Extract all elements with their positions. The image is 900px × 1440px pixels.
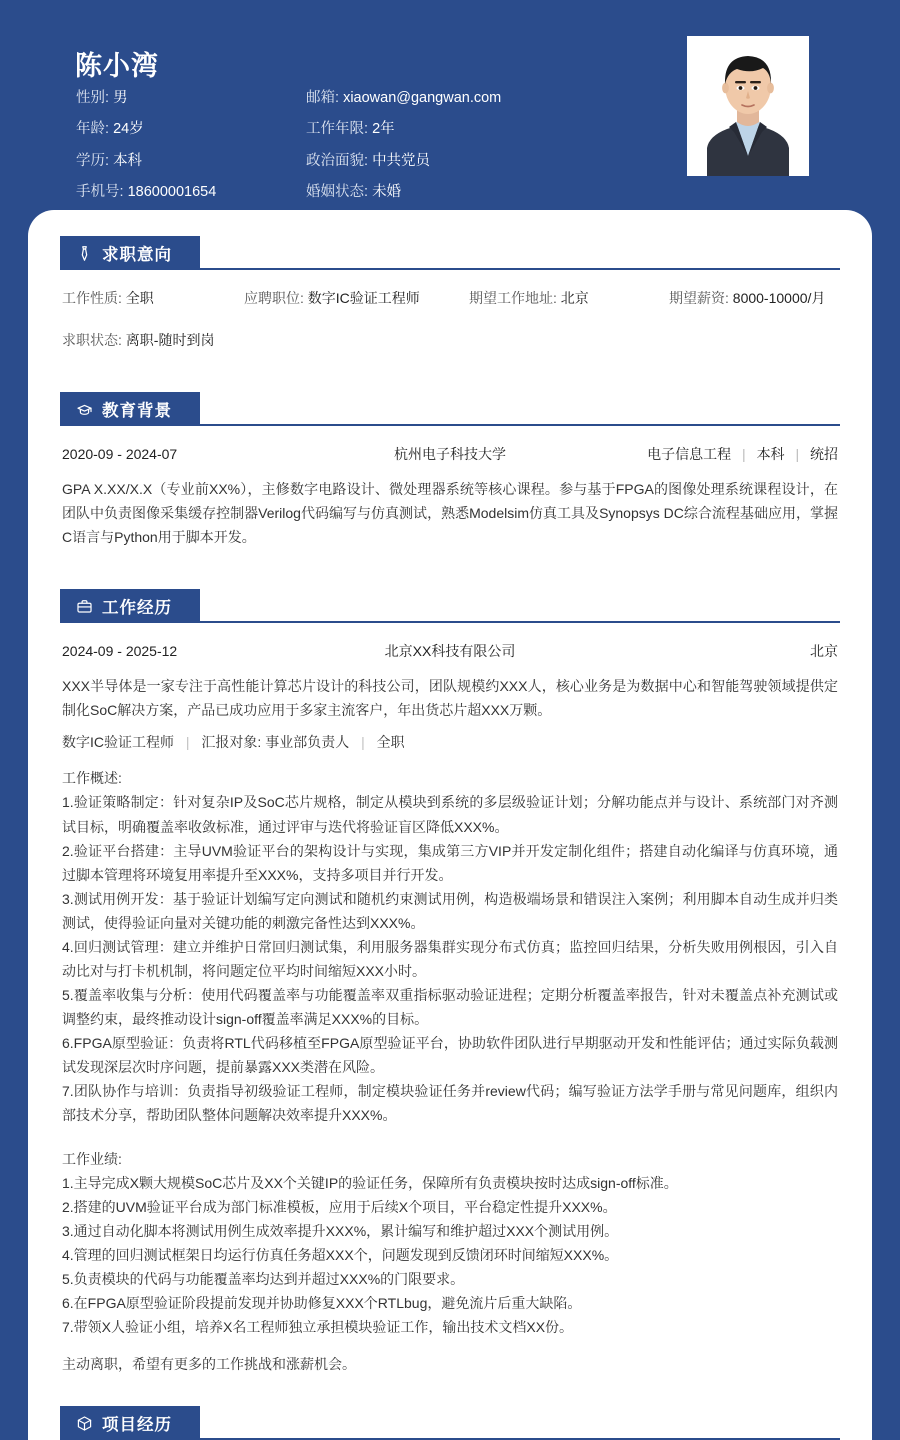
field-job-search-status-value: 离职-随时到岗 (125, 332, 215, 348)
education-school: 杭州电子科技大学 (393, 446, 506, 462)
info-marital-status-value: 未婚 (372, 184, 402, 201)
field-target-location (469, 288, 669, 308)
section-header-work-experience (60, 589, 200, 623)
work-body (60, 623, 840, 1376)
list-item: 3.通过自动化脚本将测试用例生成效率提升XXX%，累计编写和维护超过XXX个测试用例。 (62, 1222, 619, 1239)
field-job-search-status-label: 求职状态: (62, 332, 122, 348)
info-age-value: 24岁 (113, 121, 144, 138)
briefcase-icon (76, 598, 93, 615)
info-political-status (306, 153, 636, 170)
work-company-description: XXX半导体是一家专注于高性能计算芯片设计的科技公司，团队规模约XXX人，核心业务是为数据中心和智能驾驶领域提供定制化SoC解决方案，产品已成功应用于多家主流客户，年出货芯片超XXX万颗。 (62, 678, 838, 719)
section-header-project-experience (60, 1406, 200, 1440)
necktie-icon (76, 245, 93, 262)
info-political-status-label: 政治面貌: (306, 152, 369, 169)
info-experience-years-label: 工作年限: (306, 121, 369, 138)
work-closing-note: 主动离职，希望有更多的工作挑战和涨薪机会。 (62, 1356, 356, 1373)
list-item: 3.测试用例开发：基于验证计划编写定向测试和随机约束测试用例，构造极端场景和错误注入案例；利用脚本自动生成并归类测试，使得验证向量对关键功能的刺激完备性达到XXX%。 (62, 890, 838, 931)
list-item: 1.验证策略制定：针对复杂IP及SoC芯片规格，制定从模块到系统的多层级验证计划；分解功能点并与设计、系统部门对齐测试目标，明确覆盖率收敛标准，通过评审与迭代将验证盲区降低XXX%。 (62, 794, 838, 835)
section-job-intention (28, 236, 872, 350)
work-location: 北京 (809, 643, 838, 660)
work-position: 数字IC验证工程师 (62, 734, 174, 751)
work-report-to: 汇报对象: 事业部负责人 (201, 734, 350, 751)
section-title-work-experience: 工作经历 (102, 599, 172, 618)
work-entry-header (62, 641, 838, 661)
list-item: 2.验证平台搭建：主导UVM验证平台的架构设计与实现，集成第三方VIP并开发定制化组件；搭建自动化编译与仿真环境，通过脚本管理将环境复用率提升至XXX%，支持多项目并行开发。 (62, 842, 838, 883)
work-sep-1: | (185, 734, 190, 751)
list-item: 6.FPGA原型验证：负责将RTL代码移植至FPGA原型验证平台，协助软件团队进行早期驱动开发和性能评估；通过实际负载测试发现深层次时序问题，提前暴露XXX类潜在风险。 (62, 1035, 838, 1076)
info-phone-value: 18600001654 (127, 184, 217, 201)
list-item: 6.在FPGA原型验证阶段提前发现并协助修复XXX个RTLbug，避免流片后重大缺陷。 (62, 1295, 582, 1312)
header-info-grid (76, 90, 636, 202)
field-job-search-status (62, 330, 244, 350)
list-item: 2.搭建的UVM验证平台成为部门标准模板，应用于后续X个项目，平台稳定性提升XXX%。 (62, 1198, 617, 1215)
education-description: GPA X.XX/X.X（专业前XX%），主修数字电路设计、微处理器系统等核心课程。参与基于FPGA的图像处理系统课程设计，在团队中负责图像采集缓存控制器Verilog代码编写与仿真测试，熟悉Modelsim仿真工具及Synopsys DC综合流程基础应用，掌握C语言与Python用于脚本开发。 (62, 481, 838, 546)
field-expected-salary (669, 288, 825, 308)
resume-header (0, 0, 900, 210)
list-item: 7.带领X人验证小组，培养X名工程师独立承担模块验证工作，输出技术文档XX份。 (62, 1319, 574, 1336)
info-marital-status-label: 婚姻状态: (306, 184, 369, 201)
info-education (76, 153, 306, 170)
graduation-cap-icon (76, 401, 93, 418)
portrait-photo-icon (687, 36, 809, 176)
field-target-position-label: 应聘职位: (244, 290, 304, 306)
work-duties-label: 工作概述: (62, 770, 122, 787)
education-admission: 统招 (809, 446, 838, 462)
field-target-position (244, 288, 469, 308)
education-degree: 本科 (756, 446, 785, 462)
info-gender (76, 90, 306, 107)
work-job-type: 全职 (376, 734, 405, 751)
work-achievements-label: 工作业绩: (62, 1150, 122, 1167)
field-job-nature-label: 工作性质: (62, 290, 122, 306)
info-email-label: 邮箱: (306, 90, 340, 106)
education-entry-header (62, 444, 838, 464)
field-target-location-value: 北京 (560, 290, 589, 306)
resume-card (28, 210, 872, 1440)
list-item: 1.主导完成X颗大规模SoC芯片及XX个关键IP的验证任务，保障所有负责模块按时达成sign-off标准。 (62, 1174, 678, 1191)
info-gender-label: 性别: (76, 90, 110, 106)
info-age (76, 121, 306, 138)
work-date: 2024-09 - 2025-12 (62, 643, 178, 660)
info-gender-value: 男 (113, 90, 128, 106)
job-intention-body (60, 270, 840, 350)
info-political-status-value: 中共党员 (372, 152, 431, 169)
work-meta-line (62, 732, 838, 752)
cube-icon (76, 1415, 93, 1432)
section-project-experience (28, 1406, 872, 1440)
work-achievements-list (62, 1171, 838, 1340)
info-email-value: xiaowan@gangwan.com (343, 90, 502, 106)
section-title-job-intention: 求职意向 (102, 246, 172, 264)
education-sep-1: | (742, 446, 746, 462)
avatar (687, 36, 809, 176)
work-duties-list (62, 790, 838, 1127)
section-work-experience (28, 589, 872, 1376)
section-header-job-intention (60, 236, 200, 270)
section-education (28, 392, 872, 549)
section-title-project-experience: 项目经历 (102, 1416, 172, 1435)
info-marital-status (306, 184, 636, 201)
info-experience-years-value: 2年 (372, 121, 395, 138)
education-body (60, 426, 840, 549)
education-date: 2020-09 - 2024-07 (62, 446, 178, 462)
field-job-nature-value: 全职 (125, 290, 154, 306)
field-target-position-value: 数字IC验证工程师 (307, 290, 420, 306)
info-experience-years (306, 121, 636, 138)
work-sep-2: | (361, 734, 365, 751)
education-sep-2: | (795, 446, 800, 462)
info-education-label: 学历: (76, 152, 110, 169)
list-item: 5.覆盖率收集与分析：使用代码覆盖率与功能覆盖率双重指标驱动验证进程；定期分析覆盖率报告，针对未覆盖点补充测试或调整约束，最终推动设计sign-off覆盖率满足XXX%的目标。 (62, 987, 838, 1028)
info-email (306, 90, 636, 107)
candidate-name: 陈小湾 (75, 51, 159, 81)
section-header-education (60, 392, 200, 426)
education-tags (582, 444, 838, 464)
list-item: 4.回归测试管理：建立并维护日常回归测试集，利用服务器集群实现分布式仿真；监控回归结果，分析失败用例根因，引入自动比对与打卡机机制，将问题定位平均时间缩短XXX小时。 (62, 938, 838, 980)
list-item: 7.团队协作与培训：负责指导初级验证工程师，制定模块验证任务并review代码；编写验证方法学手册与常见问题库，组织内部技术分享，帮助团队整体问题解决效率提升XXX%。 (62, 1083, 838, 1124)
work-company: 北京XX科技有限公司 (384, 643, 516, 660)
job-intention-row-1 (62, 288, 838, 308)
education-major: 电子信息工程 (647, 446, 732, 462)
job-intention-row-2 (62, 330, 838, 350)
info-age-label: 年龄: (76, 121, 110, 138)
field-expected-salary-value: 8000-10000/月 (732, 290, 826, 306)
info-phone-label: 手机号: (76, 184, 124, 201)
section-title-education: 教育背景 (102, 402, 172, 420)
list-item: 5.负责模块的代码与功能覆盖率均达到并超过XXX%的门限要求。 (62, 1270, 465, 1287)
field-target-location-label: 期望工作地址: (469, 290, 557, 306)
info-education-value: 本科 (113, 152, 143, 169)
info-phone (76, 184, 306, 201)
list-item: 4.管理的回归测试框架日均运行仿真任务超XXX个，问题发现到反馈闭环时间缩短XXX%。 (62, 1246, 619, 1263)
field-expected-salary-label: 期望薪资: (669, 290, 729, 306)
field-job-nature (62, 288, 244, 308)
